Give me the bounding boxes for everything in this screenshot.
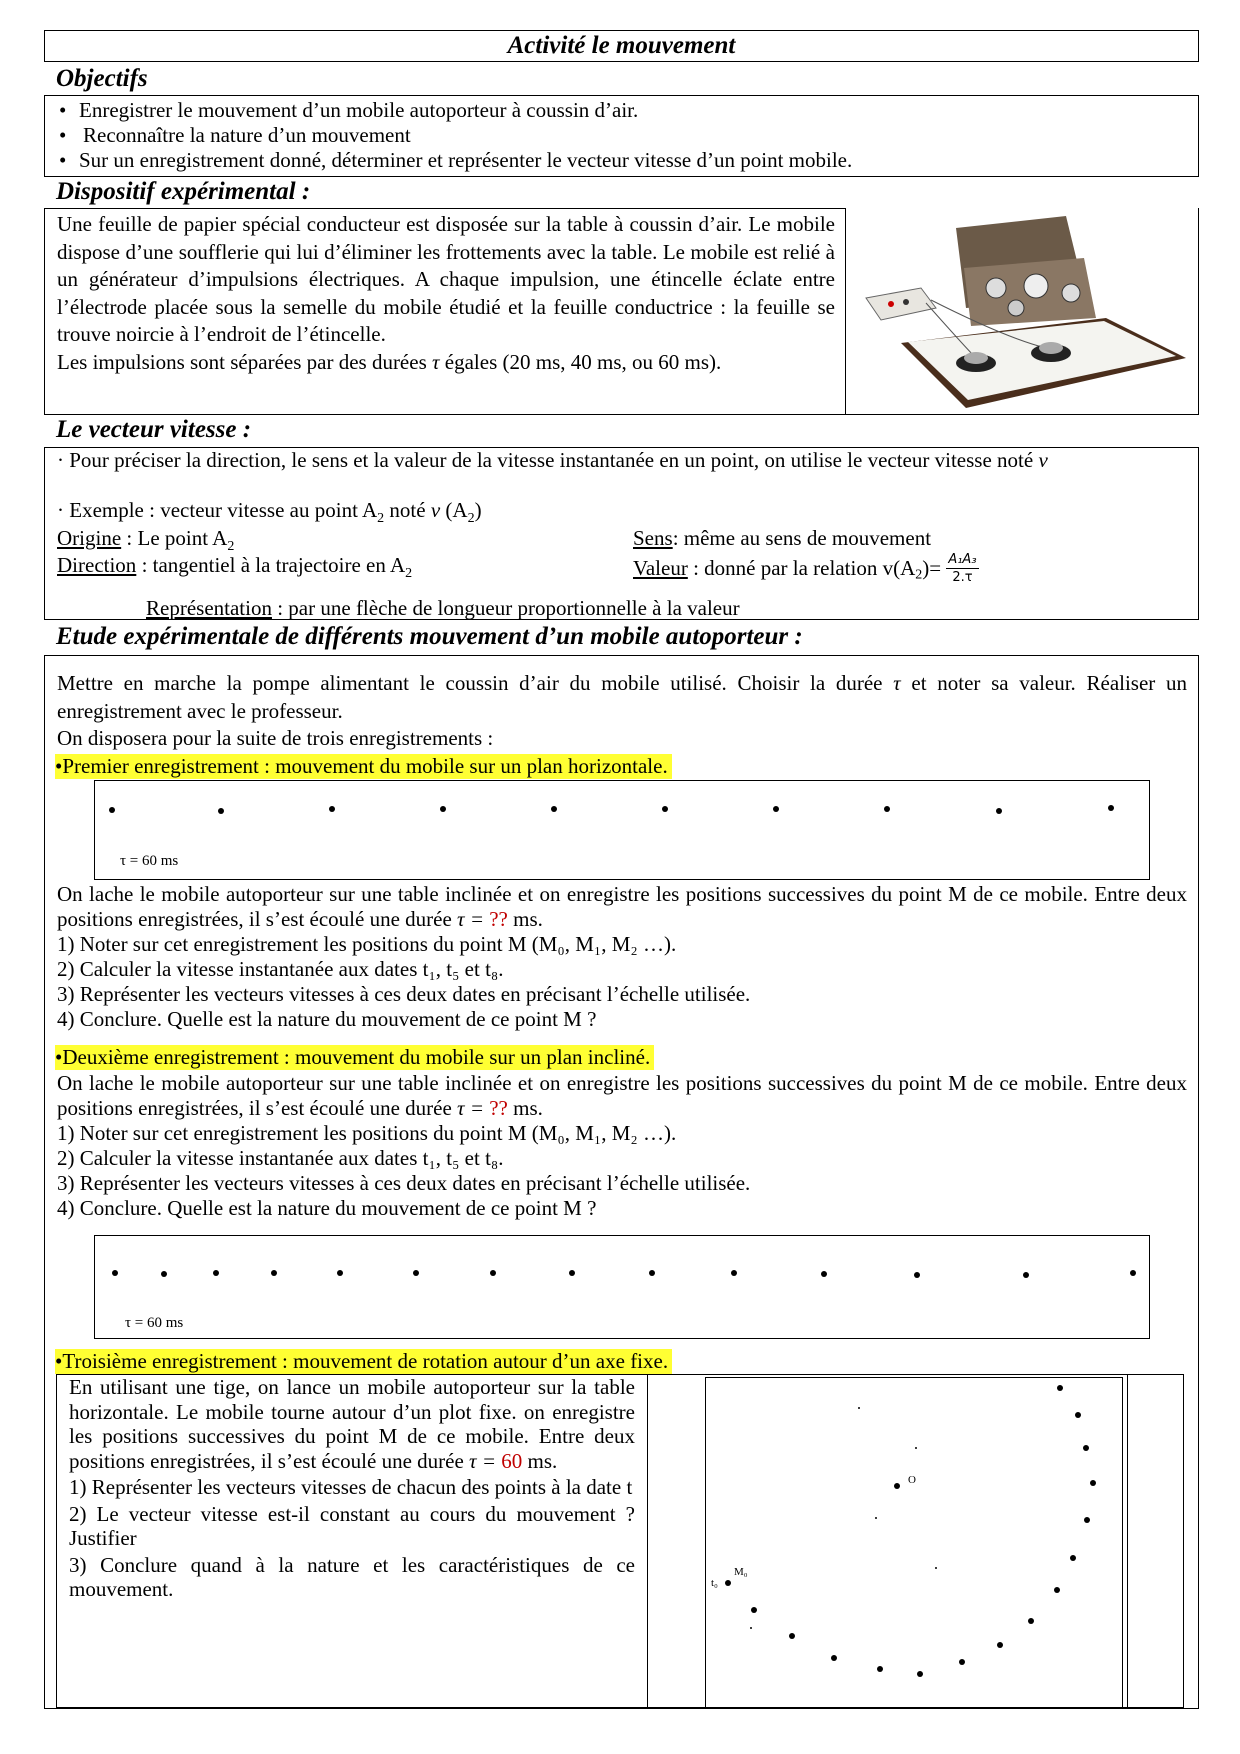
e1-dot: [996, 808, 1002, 814]
e2-q3: 3) Représenter les vecteurs vitesses à ces deux dates en précisant l’échelle utilisée.: [57, 1171, 751, 1195]
e2-dot: [112, 1270, 118, 1276]
e2-dot: [821, 1271, 827, 1277]
e1-tau-label: τ = 60 ms: [120, 853, 179, 869]
e1-intro: On lache le mobile autoporteur sur une table inclinée et on enregistre les positions successives du point M de ce mobile. Entre deux positions enregistrées, il s’est écoulé une durée τ = ?? ms.: [57, 882, 1187, 931]
etude-intro1: Mettre en marche la pompe alimentant le coussin d’air du mobile utilisé. Choisir la durée τ et noter sa valeur. Réaliser un enregistrement avec le professeur.: [57, 671, 1187, 723]
e2-q2: 2) Calculer la vitesse instantanée aux dates t₁, t₅ et t₈.: [57, 1146, 504, 1170]
e1-dot: [884, 806, 890, 812]
e3-divider-2: [1127, 1375, 1128, 1707]
e2-tau-label: τ = 60 ms: [125, 1315, 184, 1331]
e2-q1: 1) Noter sur cet enregistrement les positions du point M (M₀, M₁, M₂ …).: [57, 1121, 677, 1145]
e1-q2: 2) Calculer la vitesse instantanée aux dates t₁, t₅ et t₈.: [57, 957, 504, 981]
e2-dot: [490, 1270, 496, 1276]
etude-intro: [57, 670, 1187, 753]
dispositif-para2: Les impulsions sont séparées par des durées τ égales (20 ms, 40 ms, ou 60 ms).: [57, 349, 722, 374]
etude-intro2: On disposera pour la suite de trois enregistrements :: [57, 726, 494, 750]
e2-dot: [271, 1270, 277, 1276]
e1-recording: [94, 780, 1150, 880]
objectifs-box: [44, 95, 1199, 177]
objectif-item: • Sur un enregistrement donné, déterminer et représenter le vecteur vitesse d’un point mobile.: [57, 148, 1186, 173]
valeur-fraction: $\frac{\text{A₁A₃}}{2.\tau}$: [948, 552, 977, 585]
e2-dot: [337, 1270, 343, 1276]
e2-dot: [914, 1272, 920, 1278]
e2-dot: [1130, 1270, 1136, 1276]
e1-q1: 1) Noter sur cet enregistrement les positions du point M (M₀, M₁, M₂ …).: [57, 932, 677, 956]
e3-intro: En utilisant une tige, on lance un mobile autoporteur sur la table horizontale. Le mobile tourne autour d’un plot fixe. on enregistre les positions successives du point M de ce mobile. Entre deux positions enregistrées, il s’est écoulé une durée τ = 60 ms.: [69, 1375, 635, 1473]
vecteur-direction: Direction : tangentiel à la trajectoire en $A_2$: [57, 553, 413, 582]
e3-label-M0: M₀: [734, 1566, 748, 1578]
e3-rotation-dots: [706, 1378, 1122, 1708]
e1-text: [57, 882, 1187, 1032]
objectifs-heading: Objectifs: [56, 65, 148, 92]
e3-q1: 1) Représenter les vecteurs vitesses de chacun des points à la date t: [69, 1475, 633, 1499]
e2-q4: 4) Conclure. Quelle est la nature du mouvement de ce point M ?: [57, 1196, 597, 1220]
e3-table: [56, 1374, 1184, 1708]
objectif-item: • Reconnaître la nature d’un mouvement: [57, 123, 1186, 148]
e1-dot: [551, 806, 557, 812]
e1-dot: [109, 807, 115, 813]
e2-intro: On lache le mobile autoporteur sur une table inclinée et on enregistre les positions successives du point M de ce mobile. Entre deux positions enregistrées, il s’est écoulé une durée τ = ?? ms.: [57, 1071, 1187, 1120]
dispositif-heading: Dispositif expérimental :: [56, 178, 311, 205]
page-title-box: [44, 30, 1199, 62]
e3-q3: 3) Conclure quand à la nature et les caractéristiques de ce mouvement.: [69, 1552, 635, 1601]
e1-q4: 4) Conclure. Quelle est la nature du mouvement de ce point M ?: [57, 1007, 597, 1031]
e3-divider-1: [647, 1375, 648, 1707]
e2-text: [57, 1071, 1187, 1221]
e3-text: [69, 1375, 635, 1602]
e2-title: •Deuxième enregistrement : mouvement du mobile sur un plan incliné.: [55, 1045, 654, 1070]
e1-dot: [218, 808, 224, 814]
e1-dot: [329, 806, 335, 812]
e2-dot: [213, 1270, 219, 1276]
e3-label-t0: t₀: [711, 1577, 718, 1589]
e2-dot: [569, 1270, 575, 1276]
e3-rotation-recording: [705, 1377, 1123, 1709]
e2-dot: [1023, 1272, 1029, 1278]
e2-dot: [731, 1270, 737, 1276]
etude-heading: Etude expérimentale de différents mouvement d’un mobile autoporteur :: [56, 623, 803, 650]
air-table-equipment-image: [846, 208, 1198, 413]
e3-title: •Troisième enregistrement : mouvement de rotation autour d’un axe fixe.: [55, 1349, 672, 1374]
vecteur-representation: Représentation : par une flèche de longueur proportionnelle à la valeur: [146, 596, 740, 620]
dispositif-text: [57, 211, 835, 376]
dispositif-box: [44, 208, 1199, 415]
vecteur-sens: Sens: même au sens de mouvement: [633, 526, 932, 550]
e1-dot: [440, 806, 446, 812]
e1-q3: 3) Représenter les vecteurs vitesses à ces deux dates en précisant l’échelle utilisée.: [57, 982, 751, 1006]
e1-dot: [1108, 805, 1114, 811]
vecteur-box: [44, 447, 1199, 620]
vecteur-valeur: Valeur : donné par la relation $v(A_2)=$ $\frac{\text{A₁A₃}}{2.\tau}$: [633, 552, 977, 585]
e3-q2: 2) Le vecteur vitesse est-il constant au cours du mouvement ? Justifier: [69, 1501, 635, 1550]
e2-dot: [649, 1270, 655, 1276]
e1-title: •Premier enregistrement : mouvement du mobile sur un plan horizontale.: [55, 754, 672, 779]
e2-dot: [413, 1270, 419, 1276]
vecteur-heading: Le vecteur vitesse :: [56, 416, 252, 443]
vecteur-line2: · Exemple : vecteur vitesse au point $A_2$ noté v $(A_2)$: [57, 498, 482, 527]
e2-recording: [94, 1235, 1150, 1339]
e1-dot: [662, 806, 668, 812]
vecteur-origine: Origine : Le point $A_2$: [57, 526, 235, 555]
objectif-item: • Enregistrer le mouvement d’un mobile autoporteur à coussin d’air.: [57, 98, 1186, 123]
page-title: Activité le mouvement: [507, 32, 736, 59]
vecteur-line1: · Pour préciser la direction, le sens et la valeur de la vitesse instantanée en un point, on utilise le vecteur vitesse noté v: [57, 448, 1048, 472]
e3-label-O: O: [908, 1474, 916, 1486]
e2-dot: [161, 1271, 167, 1277]
equipment-photo-frame: [845, 208, 1200, 415]
e1-dot: [773, 806, 779, 812]
dispositif-para1: Une feuille de papier spécial conducteur est disposée sur la table à coussin d’air. Le mobile dispose d’une soufflerie qui lui d’éliminer les frottements avec la table. Le mobile est relié à un générateur d’impulsions électriques. A chaque impulsion, une étincelle éclate entre l’électrode placée sous la semelle du mobile étudié et la feuille conductrice : la feuille se trouve noircie à l’endroit de l’étincelle.: [57, 212, 835, 346]
